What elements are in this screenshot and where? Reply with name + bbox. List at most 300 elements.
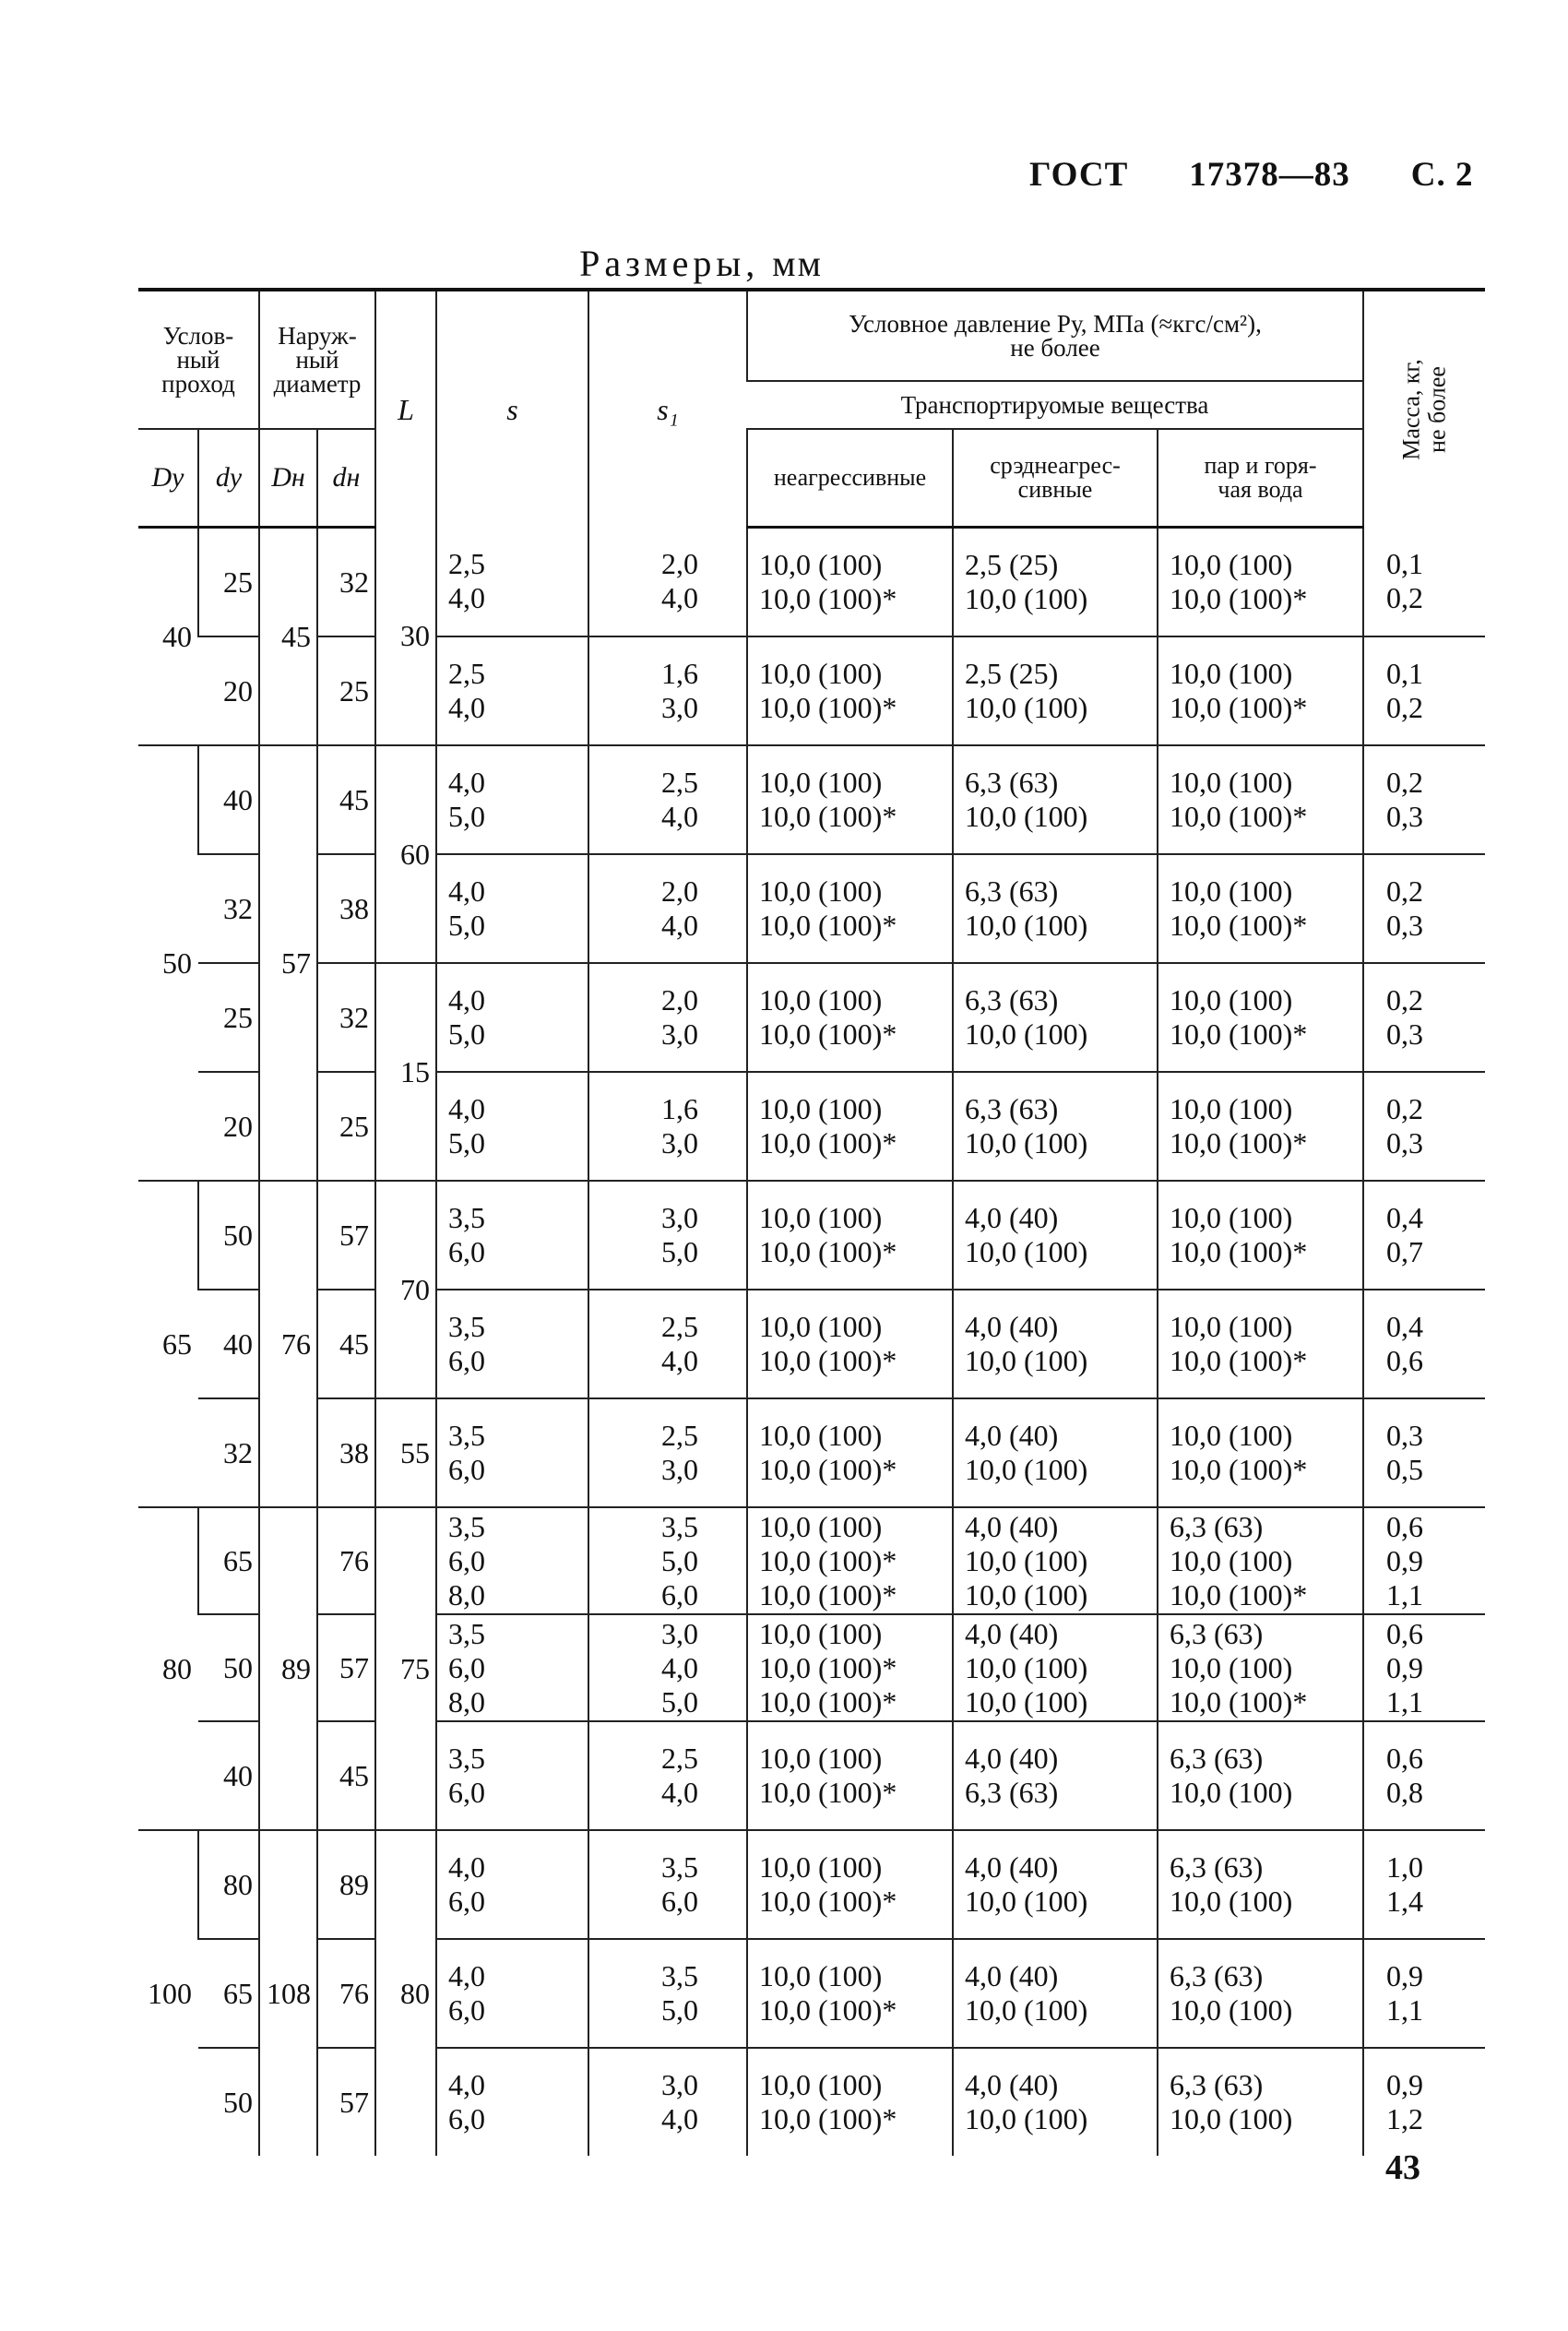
cell-s-line: 2,5 <box>448 547 485 581</box>
cell-s1 <box>588 1290 747 1398</box>
cell-non-aggressive-line: 10,0 (100)* <box>759 1543 897 1577</box>
cell-steam-line: 10,0 (100)* <box>1170 1684 1308 1719</box>
cell-s1-line: 2,5 <box>661 766 698 799</box>
cell-steam-line: 10,0 (100) <box>1170 983 1293 1017</box>
cell-s1-line: 4,0 <box>661 1344 698 1377</box>
cell-non-aggressive-line: 10,0 (100)* <box>759 691 897 724</box>
standard-label: ГОСТ <box>1029 156 1129 194</box>
cell-s <box>436 528 588 637</box>
cell-s <box>436 636 588 745</box>
cell-non-aggressive-line: 10,0 (100) <box>759 1509 883 1543</box>
cell-non-aggressive <box>747 1939 953 2048</box>
cell-dn: 45 <box>317 1721 375 1830</box>
cell-mass-line: 0,2 <box>1386 581 1424 615</box>
cell-steam-line: 10,0 (100)* <box>1170 1017 1308 1051</box>
cell-non-aggressive-line: 10,0 (100)* <box>759 2102 897 2135</box>
cell-dn: 89 <box>317 1830 375 1939</box>
cell-steam-line: 10,0 (100) <box>1170 1885 1293 1918</box>
cell-medium-aggressive <box>953 1614 1158 1721</box>
cell-mass-line: 0,5 <box>1386 1453 1424 1486</box>
cell-non-aggressive-line: 10,0 (100) <box>759 1616 883 1650</box>
cell-dy: 50 <box>198 2048 259 2156</box>
header-non-aggressive: неагрессивные <box>747 429 953 528</box>
cell-dy: 32 <box>198 1398 259 1507</box>
cell-s <box>436 1290 588 1398</box>
cell-medium-aggressive-line: 6,3 (63) <box>965 766 1059 799</box>
cell-medium-aggressive-line: 10,0 (100) <box>965 1344 1088 1377</box>
cell-mass <box>1363 2048 1485 2156</box>
cell-non-aggressive-line: 10,0 (100)* <box>759 909 897 942</box>
cell-non-aggressive <box>747 2048 953 2156</box>
cell-s1-line: 2,5 <box>661 1310 698 1343</box>
cell-medium-aggressive <box>953 854 1158 963</box>
table-row <box>138 1939 1485 2048</box>
cell-medium-aggressive-line: 6,3 (63) <box>965 1776 1059 1809</box>
page-number: 43 <box>1385 2148 1420 2187</box>
cell-dn: 57 <box>317 2048 375 2156</box>
cell-non-aggressive-line: 10,0 (100)* <box>759 1684 897 1719</box>
cell-non-aggressive <box>747 1614 953 1721</box>
cell-s1-line: 2,5 <box>661 1419 698 1452</box>
cell-non-aggressive-line: 10,0 (100) <box>759 1742 883 1775</box>
cell-s1-line: 3,5 <box>661 1959 698 1992</box>
cell-dy: 32 <box>198 854 259 963</box>
cell-s <box>436 1614 588 1721</box>
cell-medium-aggressive-line: 4,0 (40) <box>965 1742 1059 1775</box>
cell-steam <box>1158 1614 1363 1721</box>
cell-steam <box>1158 854 1363 963</box>
cell-non-aggressive-line: 10,0 (100) <box>759 548 883 581</box>
cell-L: 15 <box>375 963 436 1181</box>
cell-s1 <box>588 854 747 963</box>
cell-mass-line: 0,3 <box>1386 800 1424 833</box>
cell-s1-line: 4,0 <box>661 2102 698 2135</box>
table-row <box>138 745 1485 854</box>
cell-medium-aggressive-line: 4,0 (40) <box>965 1616 1059 1650</box>
cell-non-aggressive-line: 10,0 (100) <box>759 1201 883 1234</box>
cell-non-aggressive-line: 10,0 (100)* <box>759 1453 897 1486</box>
cell-non-aggressive-line: 10,0 (100) <box>759 1310 883 1343</box>
cell-s1-line: 3,5 <box>661 1509 698 1543</box>
cell-dn: 38 <box>317 1398 375 1507</box>
cell-mass-line: 0,6 <box>1386 1509 1424 1543</box>
cell-non-aggressive-line: 10,0 (100)* <box>759 1344 897 1377</box>
cell-dy: 40 <box>198 1721 259 1830</box>
cell-non-aggressive-line: 10,0 (100) <box>759 2068 883 2101</box>
cell-s1-line: 4,0 <box>661 1650 698 1684</box>
cell-s <box>436 1721 588 1830</box>
cell-steam <box>1158 528 1363 637</box>
cell-steam-line: 10,0 (100) <box>1170 766 1293 799</box>
cell-steam <box>1158 1181 1363 1290</box>
cell-s1-line: 3,0 <box>661 1453 698 1486</box>
table-title-text: Размеры, <box>579 243 760 284</box>
cell-s-line: 6,0 <box>448 1543 485 1577</box>
cell-s-line: 4,0 <box>448 2068 485 2101</box>
cell-steam-line: 10,0 (100)* <box>1170 691 1308 724</box>
header-medium-aggressive: срэднеагрес- сивные <box>953 429 1158 528</box>
cell-s1 <box>588 1939 747 2048</box>
cell-dy: 20 <box>198 636 259 745</box>
header-s: s <box>436 290 588 528</box>
cell-L: 60 <box>375 745 436 963</box>
cell-mass-line: 0,2 <box>1386 691 1424 724</box>
cell-medium-aggressive-line: 4,0 (40) <box>965 1310 1059 1343</box>
header-pressure: Условное давление Pу, МПа (≈кгс/см²), не более <box>747 290 1363 381</box>
cell-s-line: 3,5 <box>448 1616 485 1650</box>
cell-s-line: 5,0 <box>448 909 485 942</box>
cell-steam-line: 10,0 (100)* <box>1170 1577 1308 1611</box>
cell-s1-line: 2,0 <box>661 983 698 1017</box>
cell-steam-line: 10,0 (100) <box>1170 1650 1293 1684</box>
cell-mass-line: 0,6 <box>1386 1616 1424 1650</box>
table-row <box>138 1830 1485 1939</box>
cell-dn: 45 <box>317 745 375 854</box>
cell-steam <box>1158 2048 1363 2156</box>
table-row <box>138 854 1485 963</box>
cell-mass-line: 0,7 <box>1386 1235 1424 1268</box>
cell-non-aggressive <box>747 745 953 854</box>
cell-s1-line: 1,6 <box>661 657 698 690</box>
table-title <box>0 242 1402 285</box>
cell-medium-aggressive <box>953 1507 1158 1614</box>
cell-medium-aggressive <box>953 1181 1158 1290</box>
cell-Dy: 65 <box>138 1181 198 1507</box>
cell-medium-aggressive-line: 4,0 (40) <box>965 1509 1059 1543</box>
cell-s <box>436 1181 588 1290</box>
cell-s-line: 4,0 <box>448 1850 485 1884</box>
cell-non-aggressive-line: 10,0 (100)* <box>759 1993 897 2027</box>
cell-steam-line: 6,3 (63) <box>1170 1850 1264 1884</box>
table-row <box>138 1614 1485 1721</box>
cell-non-aggressive-line: 10,0 (100) <box>759 983 883 1017</box>
cell-non-aggressive-line: 10,0 (100)* <box>759 1650 897 1684</box>
cell-non-aggressive-line: 10,0 (100) <box>759 1850 883 1884</box>
table-row <box>138 528 1485 637</box>
header-steam: пар и горя- чая вода <box>1158 429 1363 528</box>
cell-steam <box>1158 1072 1363 1181</box>
cell-dy: 25 <box>198 963 259 1072</box>
cell-steam-line: 10,0 (100) <box>1170 1993 1293 2027</box>
header-dn: dн <box>317 429 375 528</box>
cell-mass <box>1363 1290 1485 1398</box>
cell-s1-line: 5,0 <box>661 1543 698 1577</box>
cell-medium-aggressive-line: 10,0 (100) <box>965 1577 1088 1611</box>
cell-non-aggressive-line: 10,0 (100)* <box>759 582 897 615</box>
cell-dy: 80 <box>198 1830 259 1939</box>
cell-non-aggressive-line: 10,0 (100)* <box>759 1017 897 1051</box>
cell-medium-aggressive <box>953 1830 1158 1939</box>
cell-steam <box>1158 963 1363 1072</box>
cell-non-aggressive <box>747 1072 953 1181</box>
cell-non-aggressive <box>747 1721 953 1830</box>
cell-dn: 57 <box>317 1614 375 1721</box>
cell-non-aggressive <box>747 963 953 1072</box>
cell-steam <box>1158 1398 1363 1507</box>
cell-dn: 32 <box>317 528 375 637</box>
cell-s1-line: 3,5 <box>661 1850 698 1884</box>
cell-Dn: 108 <box>259 1830 317 2156</box>
cell-mass-line: 0,2 <box>1386 1092 1424 1125</box>
cell-s-line: 4,0 <box>448 874 485 908</box>
cell-mass <box>1363 1398 1485 1507</box>
cell-s <box>436 1939 588 2048</box>
cell-steam-line: 6,3 (63) <box>1170 1959 1264 1992</box>
cell-mass-line: 0,9 <box>1386 1543 1424 1577</box>
cell-steam-line: 10,0 (100) <box>1170 657 1293 690</box>
header-transported: Транспортируомые вещества <box>747 381 1363 429</box>
cell-s1-line: 4,0 <box>661 800 698 833</box>
cell-medium-aggressive-line: 4,0 (40) <box>965 1850 1059 1884</box>
cell-mass-line: 1,1 <box>1386 1684 1424 1719</box>
cell-mass <box>1363 1614 1485 1721</box>
cell-Dn: 89 <box>259 1507 317 1830</box>
cell-steam-line: 10,0 (100) <box>1170 1201 1293 1234</box>
cell-non-aggressive-line: 10,0 (100) <box>759 657 883 690</box>
cell-steam-line: 10,0 (100) <box>1170 548 1293 581</box>
cell-non-aggressive <box>747 1398 953 1507</box>
cell-s1-line: 3,0 <box>661 1201 698 1234</box>
cell-steam <box>1158 1830 1363 1939</box>
cell-s-line: 4,0 <box>448 581 485 615</box>
cell-medium-aggressive-line: 10,0 (100) <box>965 1543 1088 1577</box>
cell-medium-aggressive-line: 2,5 (25) <box>965 657 1059 690</box>
cell-non-aggressive-line: 10,0 (100) <box>759 1959 883 1992</box>
cell-s <box>436 745 588 854</box>
table-row <box>138 963 1485 1072</box>
table-row <box>138 2048 1485 2156</box>
cell-s-line: 6,0 <box>448 1776 485 1809</box>
cell-Dy: 40 <box>162 619 192 653</box>
cell-mass-line: 0,2 <box>1386 983 1424 1017</box>
cell-s-line: 3,5 <box>448 1201 485 1234</box>
cell-dn: 76 <box>317 1939 375 2048</box>
cell-s1-line: 6,0 <box>661 1885 698 1918</box>
cell-s-line: 6,0 <box>448 1235 485 1268</box>
cell-steam-line: 10,0 (100) <box>1170 2102 1293 2135</box>
cell-medium-aggressive <box>953 745 1158 854</box>
cell-medium-aggressive-line: 10,0 (100) <box>965 2102 1088 2135</box>
cell-mass-line: 0,4 <box>1386 1310 1424 1343</box>
cell-Dy: 100 <box>138 1830 198 2156</box>
cell-s1-line: 2,0 <box>661 874 698 908</box>
cell-s-line: 6,0 <box>448 1344 485 1377</box>
cell-mass-line: 1,0 <box>1386 1850 1424 1884</box>
cell-mass <box>1363 963 1485 1072</box>
cell-mass-line: 0,9 <box>1386 1650 1424 1684</box>
cell-steam-line: 10,0 (100) <box>1170 1310 1293 1343</box>
cell-mass-line: 0,9 <box>1386 1959 1424 1992</box>
cell-dy: 65 <box>198 1939 259 2048</box>
cell-dy: 65 <box>198 1507 259 1614</box>
cell-medium-aggressive <box>953 1939 1158 2048</box>
cell-mass-line: 1,1 <box>1386 1993 1424 2027</box>
cell-non-aggressive <box>747 1181 953 1290</box>
header-mass: Масса, кг, не более <box>1363 290 1485 528</box>
cell-steam-line: 10,0 (100)* <box>1170 582 1308 615</box>
cell-steam-line: 6,3 (63) <box>1170 2068 1264 2101</box>
cell-Dn: 76 <box>259 1181 317 1507</box>
cell-steam-line: 6,3 (63) <box>1170 1509 1264 1543</box>
cell-mass-line: 1,4 <box>1386 1885 1424 1918</box>
cell-s-line: 3,5 <box>448 1742 485 1775</box>
cell-s1-line: 4,0 <box>661 1776 698 1809</box>
cell-s-line: 5,0 <box>448 800 485 833</box>
cell-s1-line: 5,0 <box>661 1235 698 1268</box>
cell-non-aggressive-line: 10,0 (100)* <box>759 1577 897 1611</box>
cell-s1 <box>588 745 747 854</box>
cell-steam-line: 10,0 (100)* <box>1170 1344 1308 1377</box>
cell-dy: 40 <box>198 745 259 854</box>
dimensions-table <box>138 288 1485 2156</box>
cell-steam-line: 10,0 (100)* <box>1170 1126 1308 1160</box>
cell-s1 <box>588 1721 747 1830</box>
cell-medium-aggressive-line: 10,0 (100) <box>965 1126 1088 1160</box>
cell-steam-line: 10,0 (100)* <box>1170 1453 1308 1486</box>
cell-s-line: 6,0 <box>448 1650 485 1684</box>
cell-s-line: 4,0 <box>448 1092 485 1125</box>
cell-medium-aggressive-line: 2,5 (25) <box>965 548 1059 581</box>
header-dy: dу <box>198 429 259 528</box>
cell-non-aggressive-line: 10,0 (100)* <box>759 1126 897 1160</box>
cell-s1-line: 3,0 <box>661 1616 698 1650</box>
cell-steam-line: 10,0 (100) <box>1170 1419 1293 1452</box>
cell-medium-aggressive-line: 10,0 (100) <box>965 1453 1088 1486</box>
cell-dn: 45 <box>317 1290 375 1398</box>
cell-non-aggressive <box>747 1290 953 1398</box>
cell-mass-line: 0,2 <box>1386 766 1424 799</box>
cell-L: 80 <box>375 1830 436 2156</box>
cell-medium-aggressive-line: 4,0 (40) <box>965 2068 1059 2101</box>
cell-s-line: 5,0 <box>448 1126 485 1160</box>
cell-s-line: 6,0 <box>448 1885 485 1918</box>
cell-medium-aggressive-line: 10,0 (100) <box>965 1017 1088 1051</box>
cell-dy: 40 <box>198 1290 259 1398</box>
cell-medium-aggressive-line: 4,0 (40) <box>965 1419 1059 1452</box>
cell-mass-line: 1,1 <box>1386 1577 1424 1611</box>
cell-s <box>436 963 588 1072</box>
cell-steam-line: 6,3 (63) <box>1170 1616 1264 1650</box>
cell-mass-line: 1,2 <box>1386 2102 1424 2135</box>
cell-steam <box>1158 1290 1363 1398</box>
cell-s1 <box>588 528 747 637</box>
cell-non-aggressive-line: 10,0 (100) <box>759 766 883 799</box>
cell-mass <box>1363 636 1485 745</box>
cell-s1 <box>588 1507 747 1614</box>
header-Dn: Dн <box>259 429 317 528</box>
cell-non-aggressive <box>747 1830 953 1939</box>
cell-mass <box>1363 1072 1485 1181</box>
cell-dy: 25 <box>198 528 259 637</box>
cell-medium-aggressive-line: 6,3 (63) <box>965 874 1059 908</box>
cell-s-line: 3,5 <box>448 1419 485 1452</box>
cell-s1 <box>588 1398 747 1507</box>
cell-mass <box>1363 745 1485 854</box>
cell-s1-line: 3,0 <box>661 691 698 724</box>
cell-s-line: 4,0 <box>448 1959 485 1992</box>
cell-s-line: 8,0 <box>448 1684 485 1719</box>
cell-s1-line: 4,0 <box>661 909 698 942</box>
cell-medium-aggressive-line: 10,0 (100) <box>965 1650 1088 1684</box>
cell-medium-aggressive <box>953 636 1158 745</box>
cell-mass-line: 0,9 <box>1386 2068 1424 2101</box>
cell-mass-line: 0,3 <box>1386 1017 1424 1051</box>
cell-s-line: 4,0 <box>448 766 485 799</box>
cell-medium-aggressive <box>953 963 1158 1072</box>
cell-s1-line: 2,5 <box>661 1742 698 1775</box>
cell-s1 <box>588 2048 747 2156</box>
cell-mass-line: 0,8 <box>1386 1776 1424 1809</box>
cell-non-aggressive-line: 10,0 (100) <box>759 1419 883 1452</box>
cell-mass-line: 0,1 <box>1386 547 1424 581</box>
header-Dy: Dу <box>138 429 198 528</box>
cell-steam-line: 10,0 (100) <box>1170 874 1293 908</box>
header-L: L <box>375 290 436 528</box>
cell-s-line: 3,5 <box>448 1310 485 1343</box>
cell-medium-aggressive-line: 10,0 (100) <box>965 1235 1088 1268</box>
cell-mass <box>1363 1181 1485 1290</box>
cell-steam-line: 10,0 (100)* <box>1170 800 1308 833</box>
cell-s-line: 4,0 <box>448 691 485 724</box>
cell-steam-line: 10,0 (100)* <box>1170 909 1308 942</box>
table-row <box>138 1072 1485 1181</box>
header-outer-diameter: Наруж- ный диаметр <box>259 290 375 429</box>
cell-medium-aggressive-line: 4,0 (40) <box>965 1959 1059 1992</box>
cell-medium-aggressive-line: 10,0 (100) <box>965 800 1088 833</box>
cell-s1-line: 5,0 <box>661 1993 698 2027</box>
cell-mass <box>1363 1939 1485 2048</box>
cell-dn: 38 <box>317 854 375 963</box>
cell-steam <box>1158 636 1363 745</box>
cell-s <box>436 2048 588 2156</box>
document-header <box>1029 155 1473 195</box>
cell-mass-line: 0,6 <box>1386 1344 1424 1377</box>
cell-Dn: 45 <box>259 528 317 746</box>
cell-medium-aggressive <box>953 1398 1158 1507</box>
cell-medium-aggressive-line: 10,0 (100) <box>965 1993 1088 2027</box>
cell-medium-aggressive <box>953 1072 1158 1181</box>
cell-mass-line: 0,1 <box>1386 657 1424 690</box>
cell-non-aggressive-line: 10,0 (100)* <box>759 800 897 833</box>
cell-s1 <box>588 1181 747 1290</box>
cell-non-aggressive-line: 10,0 (100)* <box>759 1776 897 1809</box>
cell-medium-aggressive <box>953 2048 1158 2156</box>
cell-s1 <box>588 1830 747 1939</box>
cell-s1-line: 4,0 <box>661 581 698 615</box>
cell-mass-line: 0,3 <box>1386 1126 1424 1160</box>
cell-s1-line: 3,0 <box>661 1126 698 1160</box>
cell-s1 <box>588 963 747 1072</box>
cell-medium-aggressive <box>953 528 1158 637</box>
cell-medium-aggressive-line: 10,0 (100) <box>965 1684 1088 1719</box>
cell-dn: 57 <box>317 1181 375 1290</box>
cell-s1-line: 3,0 <box>661 2068 698 2101</box>
cell-mass-line: 0,4 <box>1386 1201 1424 1234</box>
cell-s-line: 8,0 <box>448 1577 485 1611</box>
cell-mass-line: 0,3 <box>1386 1419 1424 1452</box>
cell-s <box>436 1398 588 1507</box>
cell-Dy: 50 <box>138 745 198 1181</box>
cell-s1 <box>588 1072 747 1181</box>
header-s1: s₁ <box>588 290 747 528</box>
cell-s-line: 6,0 <box>448 1993 485 2027</box>
cell-s1-line: 3,0 <box>661 1017 698 1051</box>
cell-L: 55 <box>375 1398 436 1507</box>
cell-non-aggressive <box>747 528 953 637</box>
cell-steam <box>1158 1721 1363 1830</box>
cell-dn: 25 <box>317 636 375 745</box>
cell-s-line: 6,0 <box>448 1453 485 1486</box>
